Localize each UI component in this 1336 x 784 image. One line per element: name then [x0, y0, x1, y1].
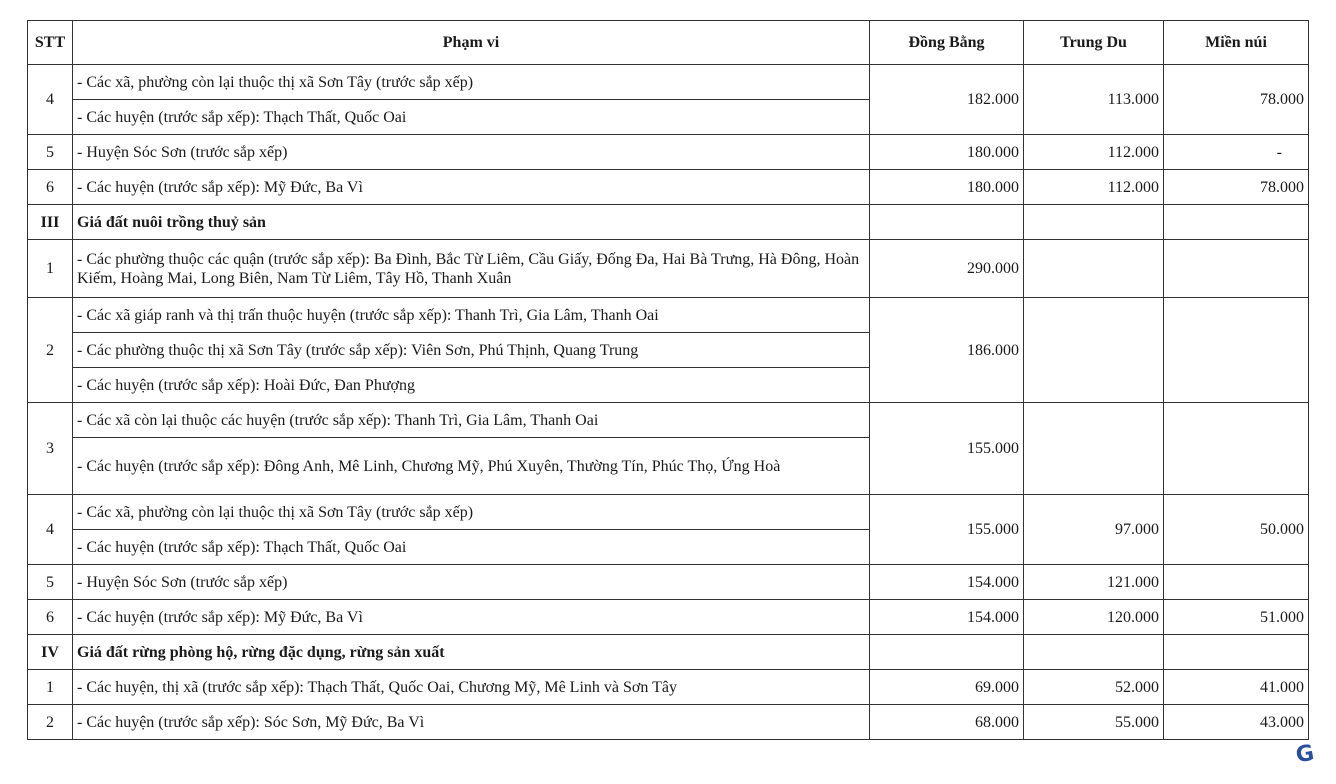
mountain-cell	[1164, 565, 1309, 600]
table-row	[28, 495, 1309, 530]
scope-cell: - Các xã giáp ranh và thị trấn thuộc huyện (trước sắp xếp): Thanh Trì, Gia Lâm, Thanh Oai	[73, 298, 870, 333]
mountain-cell: 78.000	[1164, 170, 1309, 205]
handwritten-initial-mark: G	[1293, 740, 1317, 769]
section-stt: III	[28, 205, 73, 240]
stt-cell: 1	[28, 240, 73, 298]
mountain-cell: 41.000	[1164, 670, 1309, 705]
stt-cell: 2	[28, 298, 73, 403]
empty-cell	[1164, 205, 1309, 240]
delta-cell: 186.000	[870, 298, 1024, 403]
midland-cell: 52.000	[1024, 670, 1164, 705]
mountain-cell: 51.000	[1164, 600, 1309, 635]
midland-cell: 112.000	[1024, 170, 1164, 205]
delta-cell: 290.000	[870, 240, 1024, 298]
land-price-table	[27, 20, 1309, 740]
empty-cell	[1164, 635, 1309, 670]
mountain-cell	[1164, 298, 1309, 403]
table-row	[28, 135, 1309, 170]
scope-cell: - Các huyện (trước sắp xếp): Đông Anh, Mê Linh, Chương Mỹ, Phú Xuyên, Thường Tín, Phúc Thọ, Ứng Hoà	[73, 438, 870, 495]
table-row	[28, 170, 1309, 205]
scope-cell: - Các huyện (trước sắp xếp): Hoài Đức, Đan Phượng	[73, 368, 870, 403]
table-row	[28, 298, 1309, 333]
scope-cell: - Các phường thuộc thị xã Sơn Tây (trước sắp xếp): Viên Sơn, Phú Thịnh, Quang Trung	[73, 333, 870, 368]
mountain-cell: 43.000	[1164, 705, 1309, 740]
header-mountain: Miền núi	[1164, 21, 1309, 65]
delta-cell: 180.000	[870, 135, 1024, 170]
midland-cell: 121.000	[1024, 565, 1164, 600]
empty-cell	[1024, 635, 1164, 670]
mountain-cell	[1164, 403, 1309, 495]
delta-cell: 69.000	[870, 670, 1024, 705]
mountain-cell: 50.000	[1164, 495, 1309, 565]
header-delta: Đồng Bằng	[870, 21, 1024, 65]
stt-cell: 5	[28, 565, 73, 600]
stt-cell: 6	[28, 170, 73, 205]
scope-cell: - Các huyện (trước sắp xếp): Thạch Thất, Quốc Oai	[73, 530, 870, 565]
scope-cell: - Các huyện (trước sắp xếp): Thạch Thất, Quốc Oai	[73, 100, 870, 135]
midland-cell	[1024, 403, 1164, 495]
midland-cell: 112.000	[1024, 135, 1164, 170]
midland-cell: 113.000	[1024, 65, 1164, 135]
delta-cell: 182.000	[870, 65, 1024, 135]
table-row	[28, 65, 1309, 100]
scope-cell: - Huyện Sóc Sơn (trước sắp xếp)	[73, 135, 870, 170]
scope-cell: - Huyện Sóc Sơn (trước sắp xếp)	[73, 565, 870, 600]
scope-cell: - Các huyện (trước sắp xếp): Mỹ Đức, Ba Vì	[73, 600, 870, 635]
section-stt: IV	[28, 635, 73, 670]
table-row	[28, 240, 1309, 298]
table-row	[28, 565, 1309, 600]
stt-cell: 5	[28, 135, 73, 170]
scope-cell: - Các phường thuộc các quận (trước sắp xếp): Ba Đình, Bắc Từ Liêm, Cầu Giấy, Đống Đa, Hai Bà Trưng, Hà Đông, Hoàn Kiếm, Hoàng Mai, Long Biên, Nam Từ Liêm, Tây Hồ, Thanh Xuân	[73, 240, 870, 298]
delta-cell: 68.000	[870, 705, 1024, 740]
delta-cell: 180.000	[870, 170, 1024, 205]
delta-cell: 155.000	[870, 403, 1024, 495]
section-title: Giá đất rừng phòng hộ, rừng đặc dụng, rừng sản xuất	[73, 635, 870, 670]
header-row	[28, 21, 1309, 65]
delta-cell: 154.000	[870, 565, 1024, 600]
stt-cell: 6	[28, 600, 73, 635]
scope-cell: - Các xã, phường còn lại thuộc thị xã Sơn Tây (trước sắp xếp)	[73, 495, 870, 530]
empty-cell	[1024, 205, 1164, 240]
scope-cell: - Các xã còn lại thuộc các huyện (trước sắp xếp): Thanh Trì, Gia Lâm, Thanh Oai	[73, 403, 870, 438]
midland-cell	[1024, 298, 1164, 403]
stt-cell: 1	[28, 670, 73, 705]
table-row	[28, 600, 1309, 635]
midland-cell: 55.000	[1024, 705, 1164, 740]
section-title: Giá đất nuôi trồng thuỷ sản	[73, 205, 870, 240]
scope-cell: - Các huyện (trước sắp xếp): Sóc Sơn, Mỹ Đức, Ba Vì	[73, 705, 870, 740]
midland-cell	[1024, 240, 1164, 298]
section-row	[28, 635, 1309, 670]
header-midland: Trung Du	[1024, 21, 1164, 65]
scope-cell: - Các huyện (trước sắp xếp): Mỹ Đức, Ba Vì	[73, 170, 870, 205]
empty-cell	[870, 205, 1024, 240]
midland-cell: 120.000	[1024, 600, 1164, 635]
mountain-cell: -	[1164, 135, 1309, 170]
scope-cell: - Các xã, phường còn lại thuộc thị xã Sơn Tây (trước sắp xếp)	[73, 65, 870, 100]
mountain-cell	[1164, 240, 1309, 298]
empty-cell	[870, 635, 1024, 670]
table-row	[28, 705, 1309, 740]
header-scope: Phạm vi	[73, 21, 870, 65]
header-stt: STT	[28, 21, 73, 65]
scope-cell: - Các huyện, thị xã (trước sắp xếp): Thạch Thất, Quốc Oai, Chương Mỹ, Mê Linh và Sơn Tây	[73, 670, 870, 705]
stt-cell: 2	[28, 705, 73, 740]
table-row	[28, 670, 1309, 705]
midland-cell: 97.000	[1024, 495, 1164, 565]
delta-cell: 154.000	[870, 600, 1024, 635]
table-row	[28, 403, 1309, 438]
stt-cell: 4	[28, 65, 73, 135]
stt-cell: 3	[28, 403, 73, 495]
section-row	[28, 205, 1309, 240]
mountain-cell: 78.000	[1164, 65, 1309, 135]
delta-cell: 155.000	[870, 495, 1024, 565]
stt-cell: 4	[28, 495, 73, 565]
